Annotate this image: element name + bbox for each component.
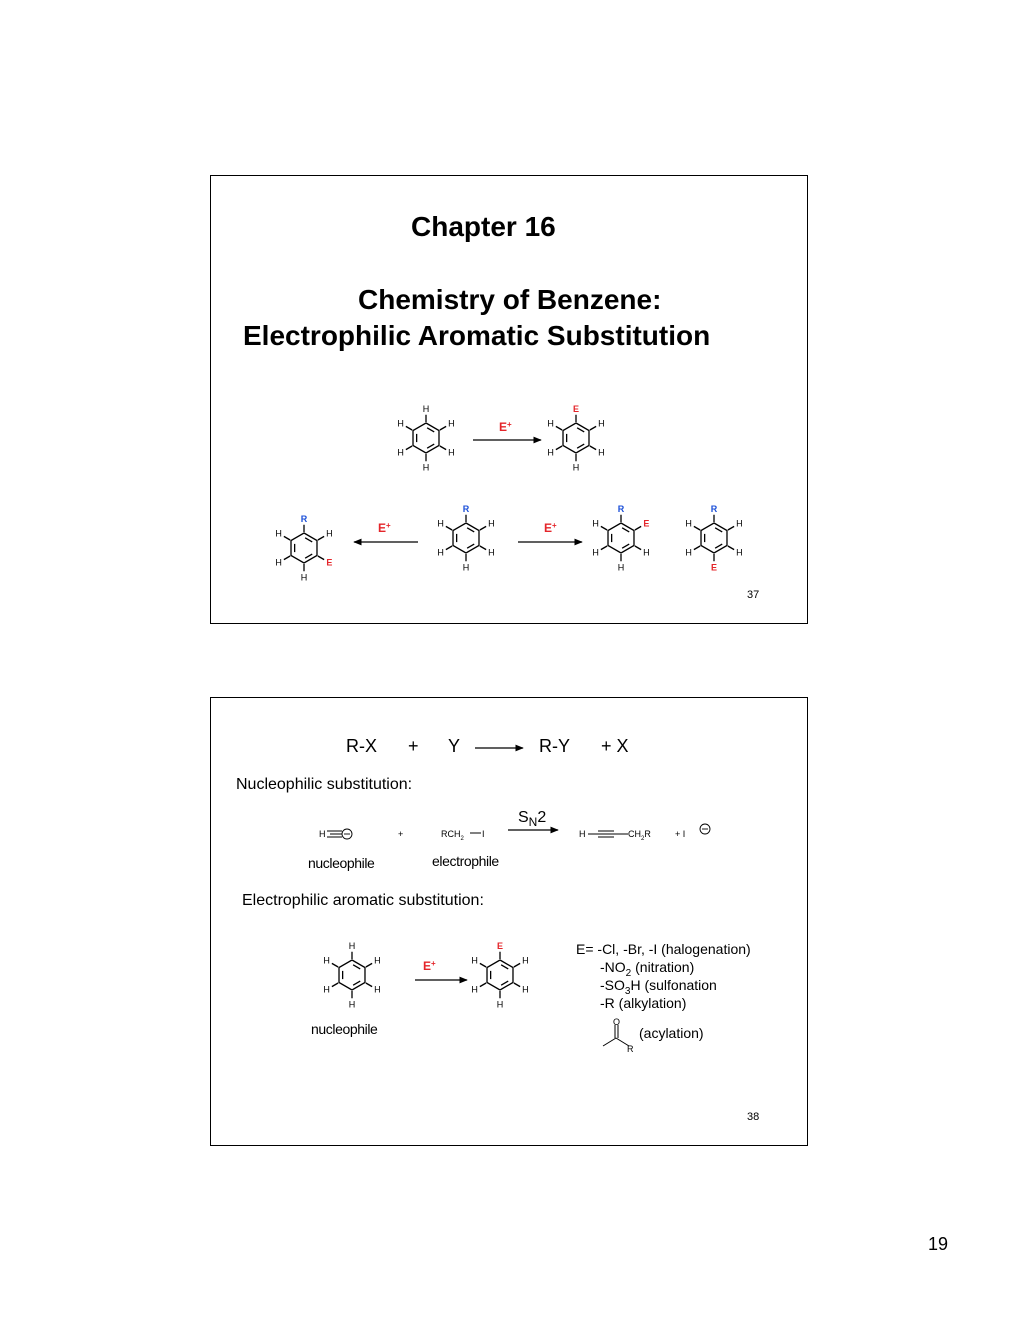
legend-acylation: (acylation)	[639, 1025, 704, 1041]
iodide-atom: I	[482, 829, 485, 839]
reagent-label: E+	[378, 521, 391, 535]
product-triple-bond	[598, 831, 614, 837]
triple-bond	[327, 831, 342, 837]
reaction-scheme-2	[211, 698, 807, 1145]
hydrogen-atom: H	[374, 984, 381, 995]
alkylbenzene-ring	[446, 515, 486, 562]
legend-alkylation: -R (alkylation)	[600, 995, 687, 1011]
reagent-label: E+	[423, 959, 436, 973]
nucleophilic-substitution-heading: Nucleophilic substitution:	[236, 776, 413, 793]
electrophile-atom: E	[710, 562, 718, 573]
reagent-label: E+	[544, 521, 557, 535]
eq-reactant-rx: R-X	[346, 736, 377, 756]
aromatic-nucleophile-label: nucleophile	[311, 1021, 378, 1037]
hydrogen-atom: H	[547, 418, 554, 429]
hydrogen-atom: H	[488, 518, 495, 529]
product-h: H	[579, 829, 586, 839]
acyl-oxygen: O	[613, 1017, 621, 1027]
hydrogen-atom: H	[437, 547, 444, 558]
substituted-benzene-ring	[556, 415, 596, 462]
eq-plus: +	[408, 736, 419, 756]
topic-title-line2: Electrophilic Aromatic Substitution	[243, 320, 711, 351]
para-product-ring	[694, 515, 734, 562]
meta-product-ring	[284, 525, 324, 572]
hydrogen-atom: H	[397, 418, 404, 429]
benzene-ring	[406, 415, 446, 462]
hydrogen-atom: H	[685, 518, 692, 529]
slide-number: 37	[747, 589, 760, 601]
eq-product-x: + X	[601, 736, 629, 756]
electrophile-atom: E	[326, 557, 333, 568]
legend-halogenation: E= -Cl, -Br, -I (halogenation)	[576, 941, 751, 957]
slide-38	[210, 697, 808, 1146]
hydrogen-atom: H	[522, 955, 529, 966]
reaction-scheme-1	[211, 176, 807, 623]
hydrogen-atom: H	[736, 518, 743, 529]
acyl-group-icon	[603, 1025, 629, 1046]
rch2-label: $RCH_2$	[441, 829, 464, 842]
hydrogen-atom: H	[685, 547, 692, 558]
hydrogen-atom: H	[348, 940, 356, 951]
substituted-benzene-ring	[480, 952, 520, 999]
hydrogen-atom: H	[496, 999, 504, 1010]
eq-product-ry: R-Y	[539, 736, 570, 756]
hydrogen-atom: H	[643, 547, 650, 558]
ortho-product-ring	[601, 515, 641, 562]
electrophilic-substitution-heading: Electrophilic aromatic substitution:	[242, 892, 484, 909]
hydrogen-atom: H	[471, 984, 478, 995]
r-group-atom: R	[462, 503, 470, 514]
hydrogen-atom: H	[275, 557, 282, 568]
hydrogen-atom: H	[323, 955, 330, 966]
sn2-label: $S_N2$	[518, 809, 547, 829]
legend-nitration: $-NO_2$ (nitration)	[600, 959, 695, 979]
hydrogen-atom: H	[547, 447, 554, 458]
hydrogen-atom: H	[374, 955, 381, 966]
hydrogen-atom: H	[592, 518, 599, 529]
reaction-plus: +	[398, 829, 404, 839]
legend-sulfonation: $-SO_3H$ (sulfonation	[600, 977, 717, 997]
hydrogen-atom: H	[422, 403, 430, 414]
electrophile-atom: E	[496, 940, 504, 951]
page-number: 19	[928, 1234, 949, 1254]
hydrogen-atom: H	[462, 562, 470, 573]
acyl-r: R	[627, 1044, 634, 1054]
hydrogen-atom: H	[488, 547, 495, 558]
electrophile-atom: E	[572, 403, 580, 414]
hydrogen-atom: H	[617, 562, 625, 573]
hydrogen-atom: H	[437, 518, 444, 529]
benzene-ring	[332, 952, 372, 999]
r-group-atom: R	[617, 503, 625, 514]
hydrogen-atom: H	[323, 984, 330, 995]
electrophile-atom: E	[643, 518, 650, 529]
hydrogen-atom: H	[397, 447, 404, 458]
nucleophile-label: nucleophile	[308, 855, 375, 871]
hydrogen-atom: H	[326, 528, 333, 539]
hydrogen-atom: H	[736, 547, 743, 558]
r-group-atom: R	[300, 513, 308, 524]
topic-title-line1: Chemistry of Benzene:	[358, 284, 662, 315]
slide-37	[210, 175, 808, 624]
hydrogen-atom: H	[471, 955, 478, 966]
hydrogen-atom: H	[300, 572, 308, 583]
hydrogen-atom: H	[448, 418, 455, 429]
electrophile-label: electrophile	[432, 853, 499, 869]
iodide-product: + I	[675, 829, 686, 839]
reagent-label: E+	[499, 420, 512, 434]
slide-number: 38	[747, 1111, 760, 1123]
r-group-atom: R	[710, 503, 718, 514]
eq-reactant-y: Y	[448, 736, 461, 756]
hydrogen-atom: H	[572, 462, 580, 473]
hydrogen-atom: H	[275, 528, 282, 539]
hydrogen-atom: H	[448, 447, 455, 458]
hydrogen-atom: H	[422, 462, 430, 473]
hydrogen-atom: H	[522, 984, 529, 995]
ch2r-label: $CH_2R$	[628, 829, 651, 842]
alkyne-h: H	[319, 829, 326, 839]
hydrogen-atom: H	[348, 999, 356, 1010]
hydrogen-atom: H	[598, 418, 605, 429]
hydrogen-atom: H	[592, 547, 599, 558]
chapter-title: Chapter 16	[411, 211, 556, 242]
hydrogen-atom: H	[598, 447, 605, 458]
